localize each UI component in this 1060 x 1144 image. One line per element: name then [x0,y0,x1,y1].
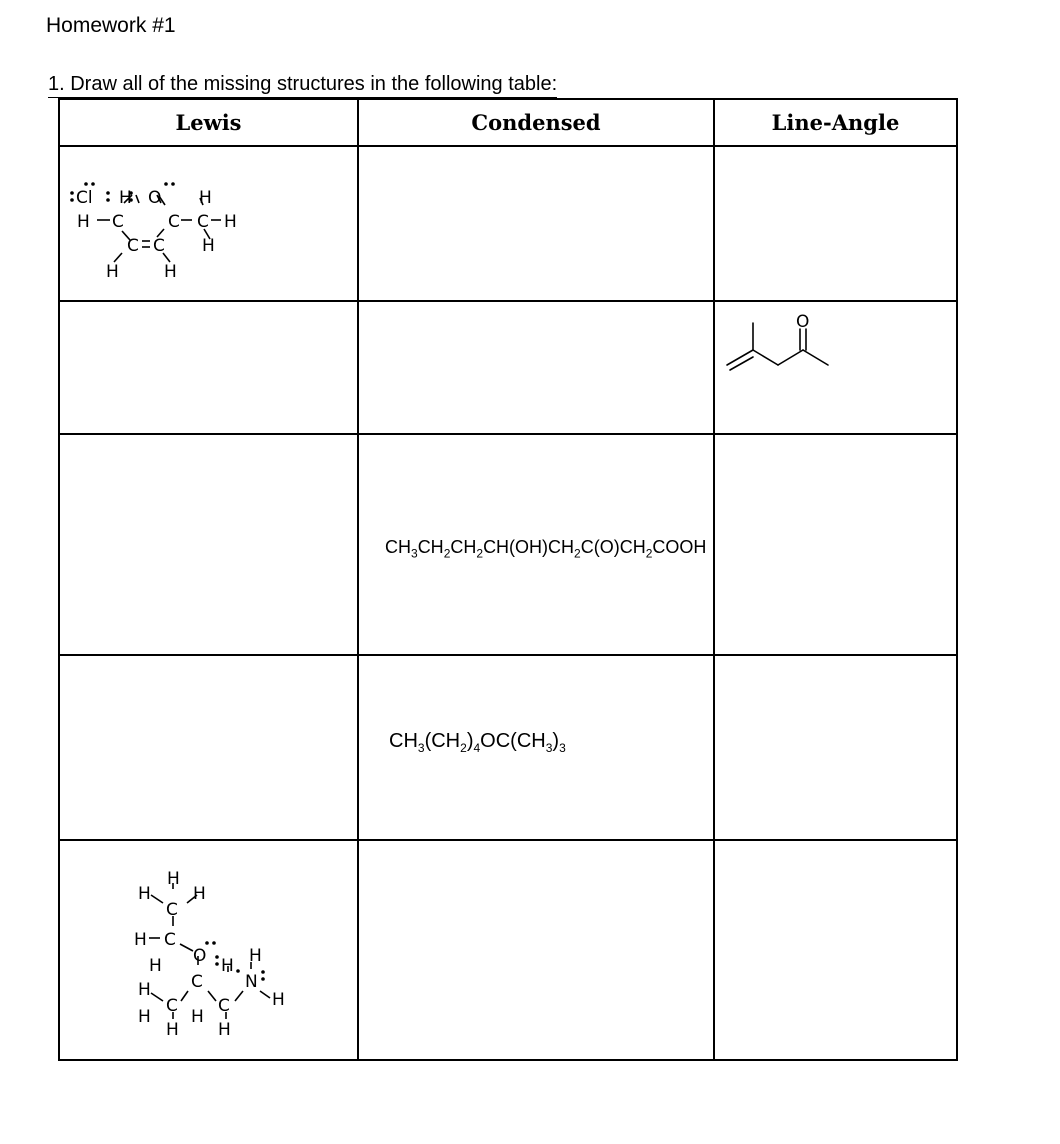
cell-lewis [59,301,358,434]
condensed-formula-3: $CH_3CH_2CH_2CH(OH)CH_2C(O)CH_2COOH$ [385,537,707,561]
atom-label: C [191,972,203,992]
table-row [59,655,957,840]
line-angle-structure-2 [715,302,956,433]
cell-line-angle [714,840,957,1060]
cell-condensed [358,840,714,1060]
header-condensed: Condensed [358,99,714,146]
condensed-formula-4: $CH_3(CH_2)_4OC(CH_3)_3$ [389,730,566,755]
atom-label: H [164,262,177,282]
atom-label: H [202,236,215,256]
cell-condensed [358,655,714,840]
cell-line-angle [714,434,957,655]
atom-label: C [127,236,139,256]
atom-label: C [112,212,124,232]
atom-label: H [106,262,119,282]
atom-label: C [168,212,180,232]
atom-label: H [221,956,234,976]
atom-label: C [164,930,176,950]
question-text: 1. Draw all of the missing structures in the following table: [48,73,557,98]
atom-label: H [134,930,147,950]
atom-label: C [166,900,178,920]
cell-lewis [59,146,358,301]
atom-label: O [193,946,207,966]
table-row [59,301,957,434]
atom-label: H [218,1020,231,1040]
cell-line-angle [714,146,957,301]
cell-line-angle [714,301,957,434]
atom-label: H [149,956,162,976]
atom-label: C [153,236,165,256]
cell-lewis [59,840,358,1060]
atom-label: C [166,996,178,1016]
atom-label: O [148,188,162,208]
table-header-row [59,99,957,146]
atom-label: H [199,188,212,208]
atom-label: H [77,212,90,232]
atom-label: H [272,990,285,1010]
atom-label: H [193,884,206,904]
header-lewis: Lewis [59,99,358,146]
atom-label: H [167,869,180,889]
cell-lewis [59,434,358,655]
cell-line-angle [714,655,957,840]
atom-label: C [197,212,209,232]
header-line-angle: Line-Angle [714,99,957,146]
atom-label: H [249,946,262,966]
lewis-structure-5 [60,841,357,1059]
atom-label: H [166,1020,179,1040]
lewis-structure-1 [60,147,357,300]
cell-lewis [59,655,358,840]
atom-label: N [245,972,258,992]
atom-label: H [138,980,151,1000]
table-row [59,840,957,1060]
structures-table [58,98,958,1061]
atom-label: Cl [76,188,93,208]
atom-label: H [224,212,237,232]
cell-condensed [358,301,714,434]
document-title: Homework #1 [46,14,176,37]
table-row [59,434,957,655]
atom-label: H [191,1007,204,1027]
cell-condensed [358,146,714,301]
table-row [59,146,957,301]
atom-label: C [218,996,230,1016]
atom-label: H [138,1007,151,1027]
atom-label: O [796,312,810,332]
cell-condensed [358,434,714,655]
atom-label: H [119,188,132,208]
atom-label: H [138,884,151,904]
